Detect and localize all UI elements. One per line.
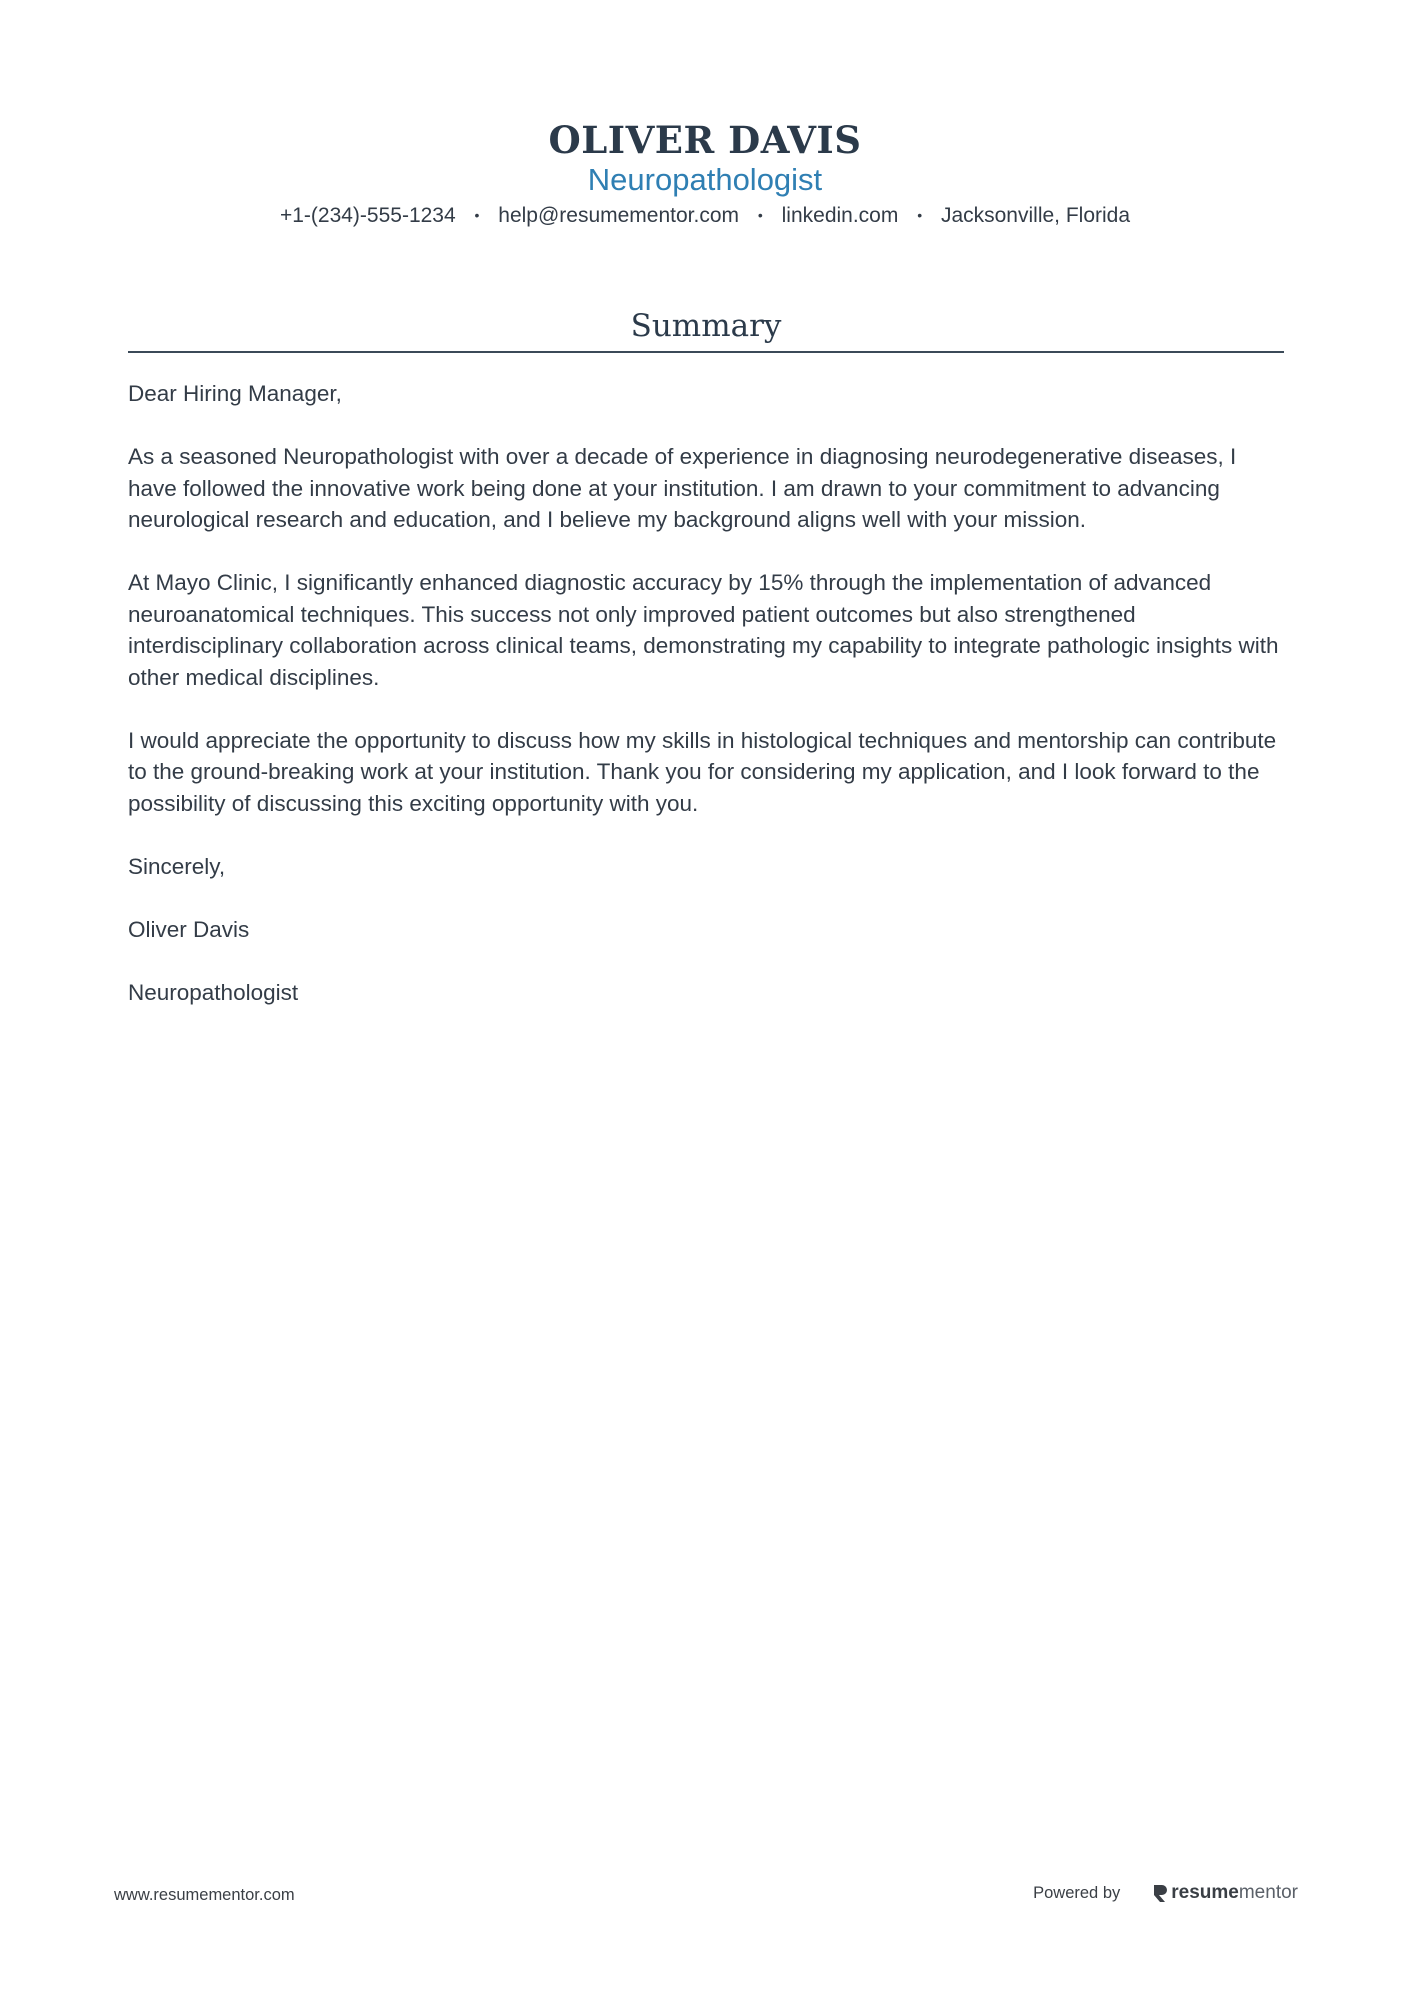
header (0, 118, 1410, 231)
contact-phone: +1-(234)-555-1234 (279, 204, 456, 227)
brand-name-light: mentor (1238, 1882, 1298, 1903)
applicant-role: Neuropathologist (587, 162, 823, 197)
letter-paragraph: I would appreciate the opportunity to discuss how my skills in histological techniques and mentorship can contribute to the ground-breaking work at your institution. Thank you for considering my application, and I look forward to the possibility of discussing this exciting opportunity with you. (128, 727, 1277, 816)
resumementor-logo-icon (1152, 1883, 1168, 1903)
letter-closing: Sincerely, (128, 853, 226, 879)
footer-branding (1033, 1882, 1298, 1904)
powered-by-label: Powered by (1033, 1883, 1121, 1902)
applicant-name: OLIVER DAVIS (548, 118, 862, 162)
contact-linkedin[interactable]: linkedin.com (781, 204, 899, 227)
brand-logo[interactable] (1152, 1882, 1298, 1904)
letter-greeting: Dear Hiring Manager, (128, 381, 342, 406)
signature-title: Neuropathologist (128, 979, 299, 1005)
contact-email[interactable]: help@resumementor.com (498, 204, 740, 227)
contact-separator: • (757, 207, 763, 223)
letter-body (128, 378, 1288, 1040)
contact-separator: • (917, 207, 923, 223)
contact-separator: • (474, 207, 480, 223)
section-title: Summary (630, 308, 782, 344)
contact-location: Jacksonville, Florida (940, 204, 1131, 227)
contact-line (0, 200, 1410, 231)
footer-website[interactable]: www.resumementor.com (114, 1886, 295, 1904)
signature-name: Oliver Davis (128, 916, 250, 942)
brand-name-bold: resume (1171, 1882, 1239, 1903)
letter-paragraph: At Mayo Clinic, I significantly enhanced diagnostic accuracy by 15% through the implementation of advanced neuroanatomical techniques. This success not only improved patient outcomes but also strengthened interdisciplinary collaboration across clinical teams, demonstrating my capability to integrate pathologic insights with other medical disciplines. (128, 570, 1279, 690)
letter-paragraph: As a seasoned Neuropathologist with over a decade of experience in diagnosing neurodegenerative diseases, I have followed the innovative work being done at your institution. I am drawn to your commitment to advancing neurological research and education, and I believe my background aligns well with your mission. (128, 444, 1237, 532)
section-divider (128, 351, 1284, 353)
